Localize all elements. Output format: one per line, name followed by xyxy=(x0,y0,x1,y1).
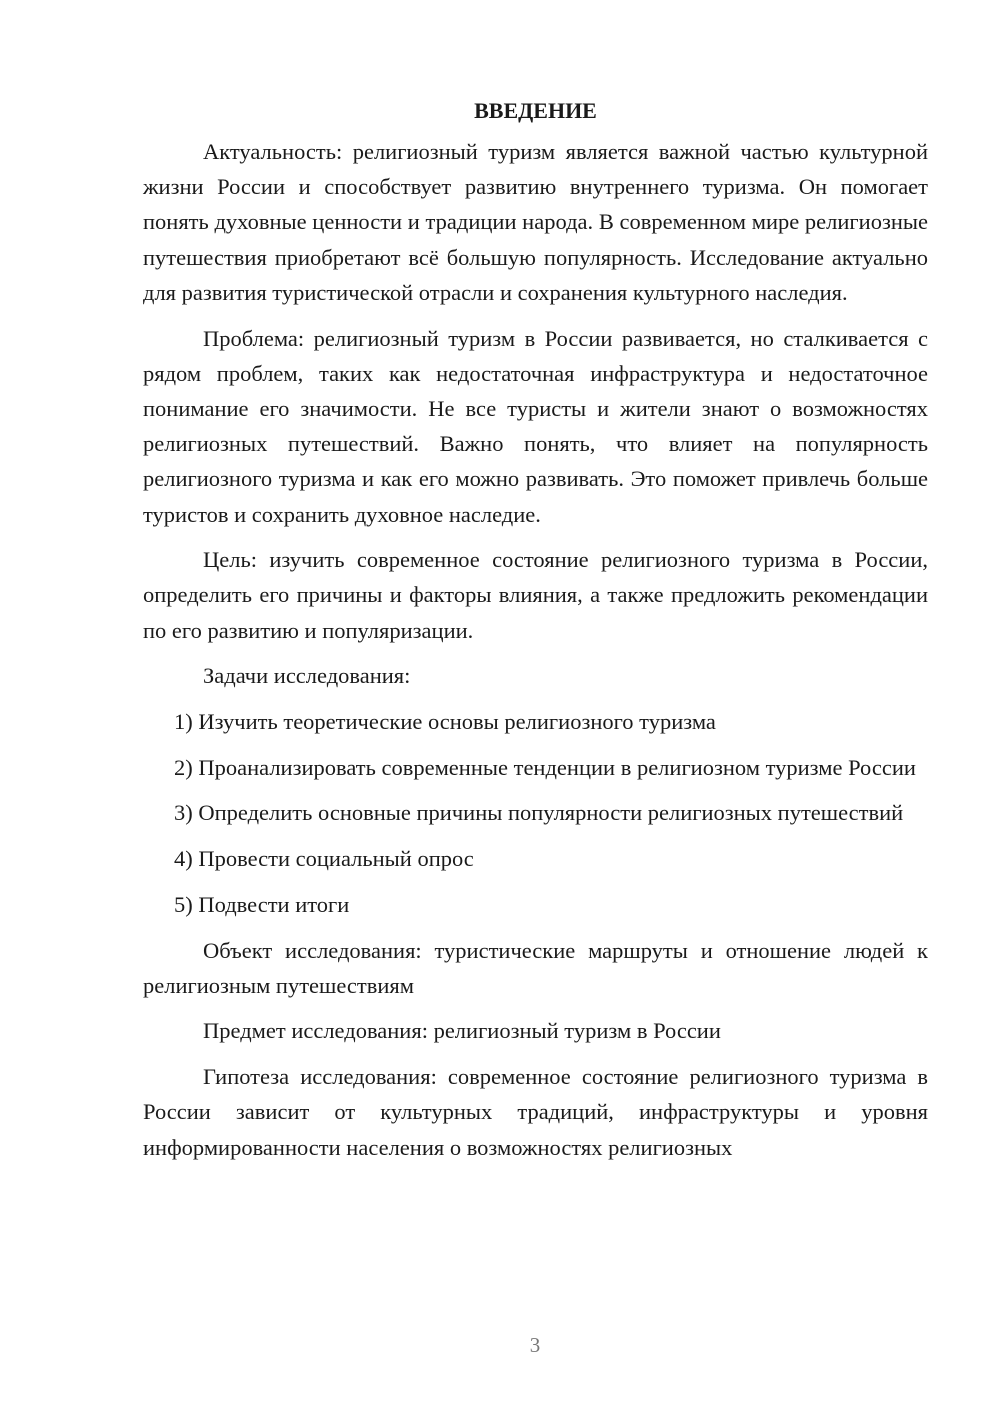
document-page xyxy=(143,94,928,1175)
page-number: 3 xyxy=(529,1333,541,1357)
paragraph-relevance: Актуальность: религиозный туризм является важной частью культурной жизни России и способствует развитию внутреннего туризма. Он помогает понять духовные ценности и традиции народа. В современном мире религиозные путешествия приобретают всё большую популярность. Исследование актуально для развития туристической отрасли и сохранения культурного наследия. xyxy=(143,139,928,305)
task-item-1: 1) Изучить теоретические основы религиозного туризма xyxy=(174,709,716,735)
paragraph-subject: Предмет исследования: религиозный туризм в России xyxy=(203,1018,721,1044)
task-item-3: 3) Определить основные причины популярности религиозных путешествий xyxy=(174,800,904,826)
section-heading: ВВЕДЕНИЕ xyxy=(474,98,597,123)
task-item-5: 5) Подвести итоги xyxy=(174,891,350,917)
paragraph-object: Объект исследования: туристические маршруты и отношение людей к религиозным путешествиям xyxy=(143,937,928,998)
task-item-4: 4) Провести социальный опрос xyxy=(174,846,474,872)
paragraph-goal: Цель: изучить современное состояние религиозного туризма в России, определить его причины и факторы влияния, а также предложить рекомендации по его развитию и популяризации. xyxy=(143,547,928,643)
paragraph-problem: Проблема: религиозный туризм в России развивается, но сталкивается с рядом проблем, таких как недостаточная инфраструктура и недостаточное понимание его значимости. Не все туристы и жители знают о возможностях религиозных путешествий. Важно понять, что влияет на популярность религиозного туризма и как его можно развивать. Это поможет привлечь больше туристов и сохранить духовное наследие. xyxy=(143,325,928,527)
paragraph-tasks-title: Задачи исследования: xyxy=(203,663,411,689)
paragraph-hypothesis: Гипотеза исследования: современное состояние религиозного туризма в России зависит от культурных традиций, инфраструктуры и уровня информированности населения о возможностях религиозных xyxy=(143,1064,928,1160)
task-item-2: 2) Проанализировать современные тенденции в религиозном туризме России xyxy=(174,754,916,780)
